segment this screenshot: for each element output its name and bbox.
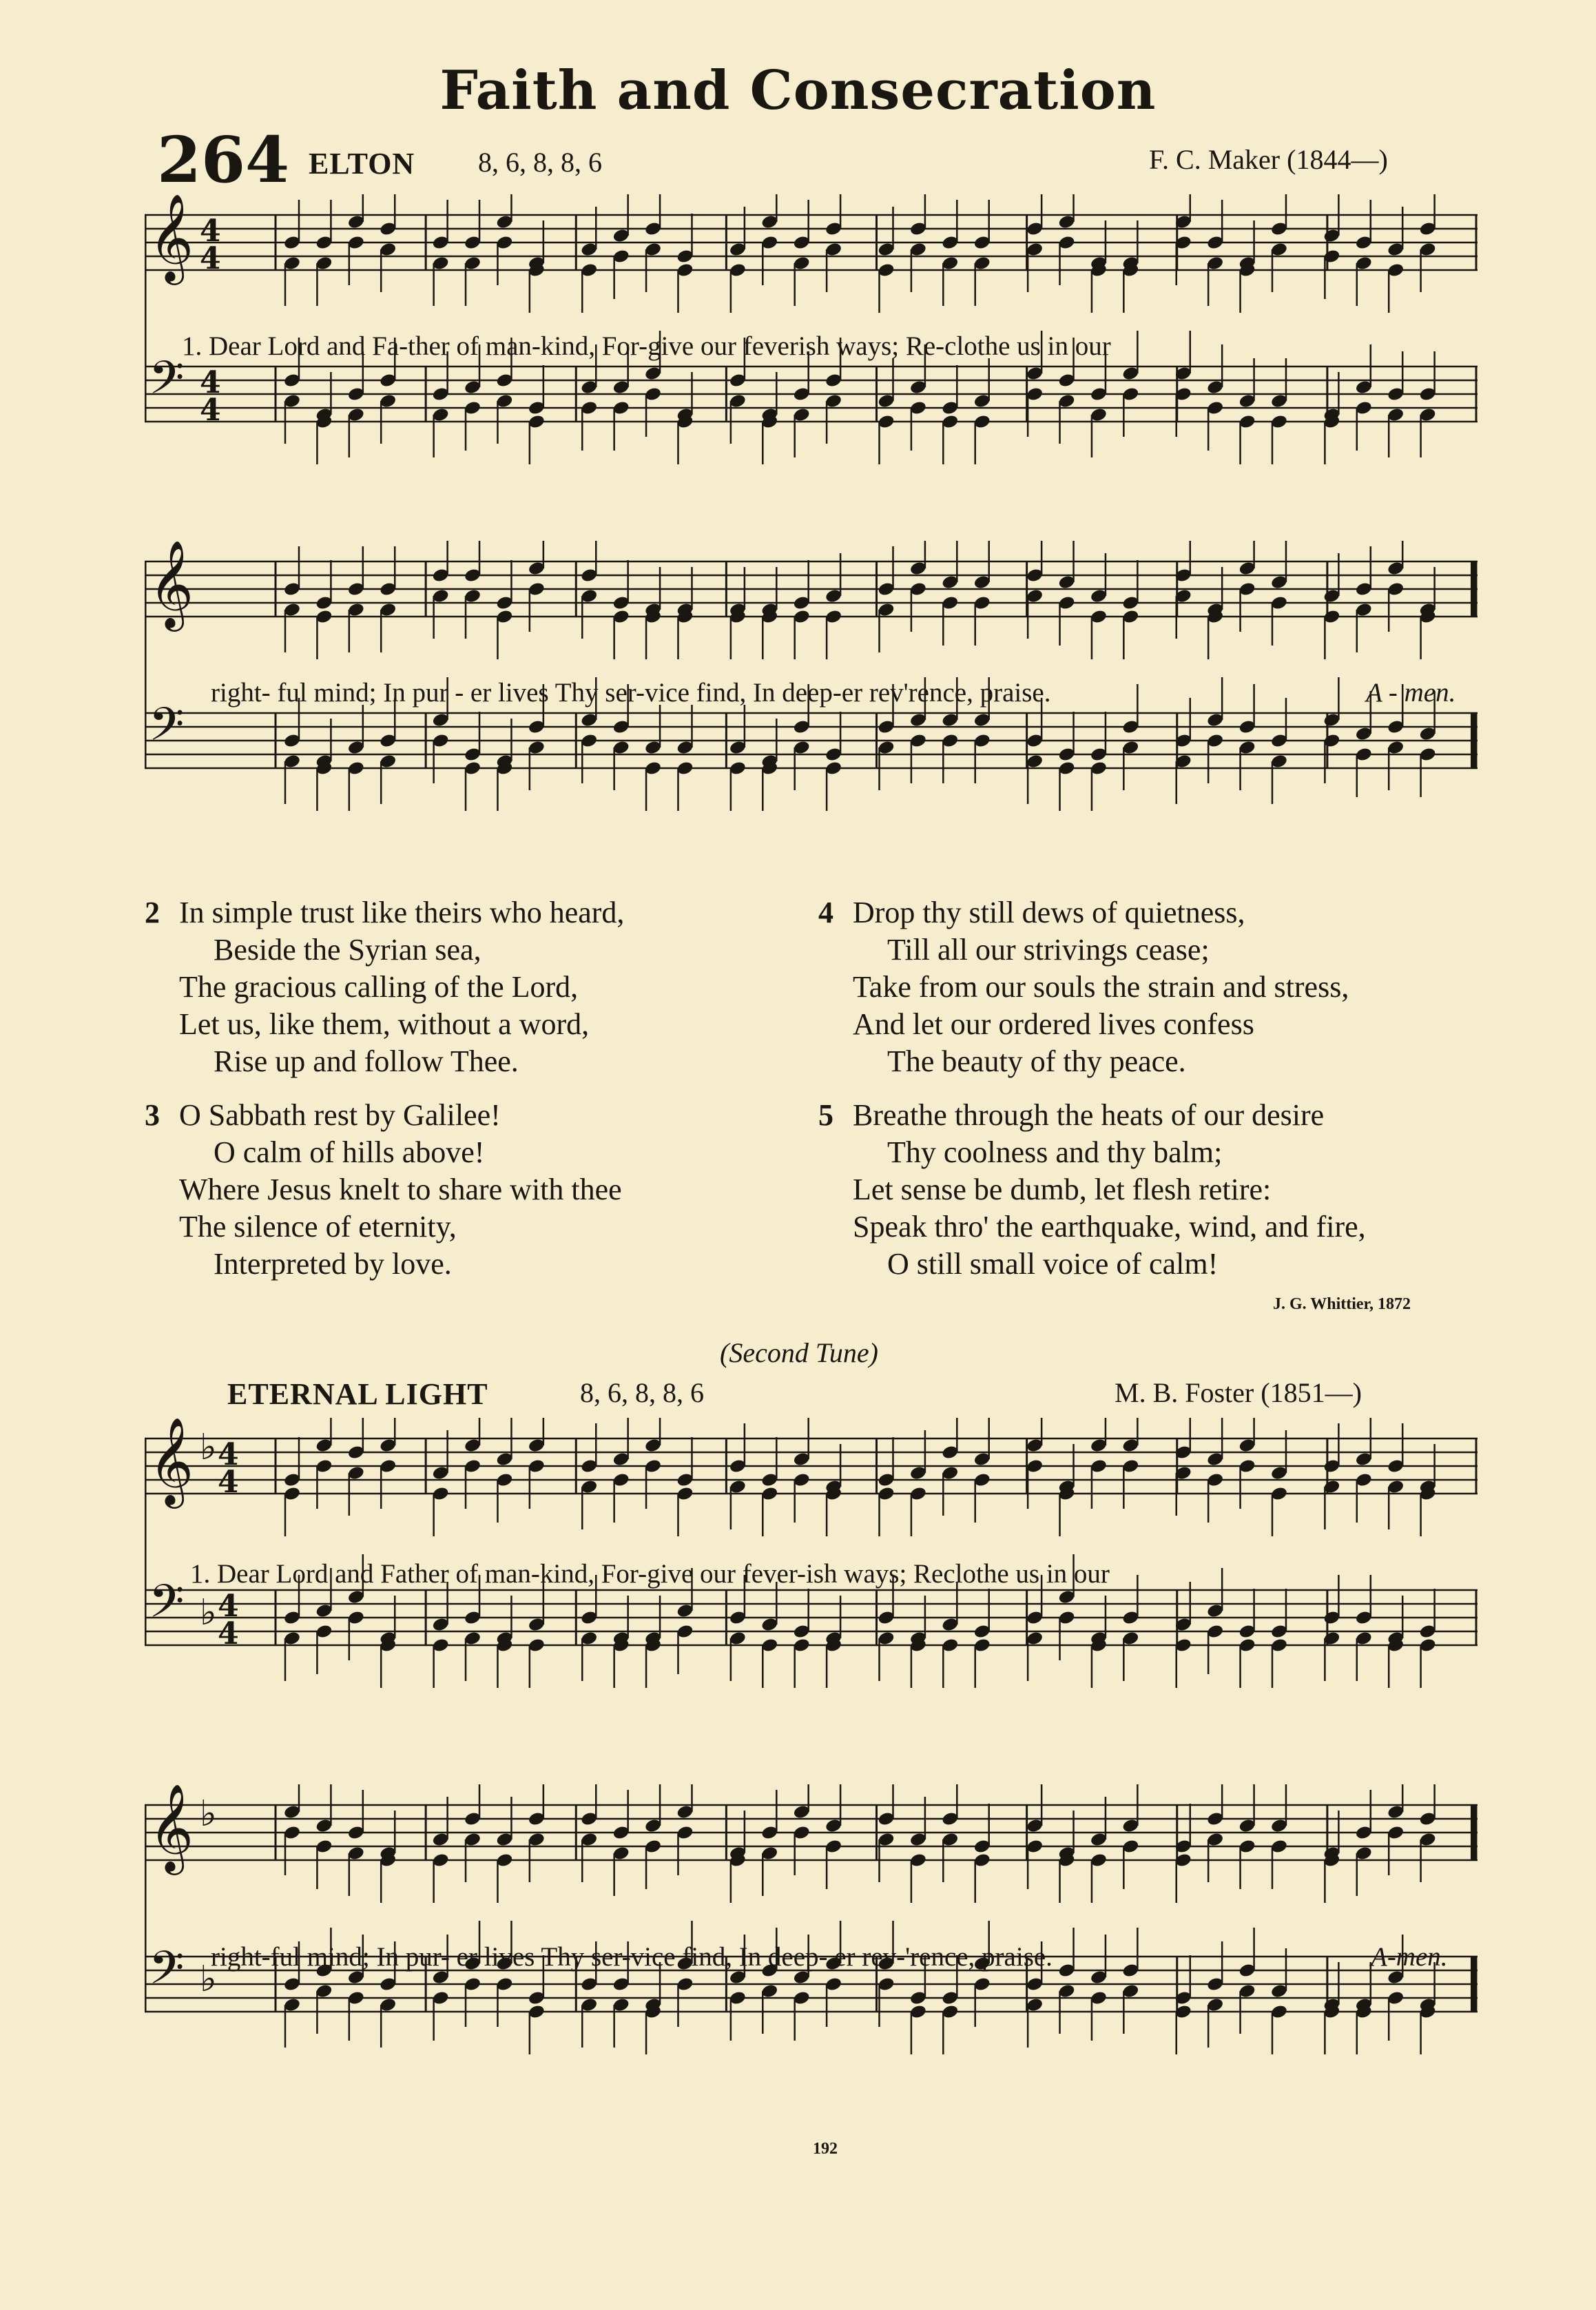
- final-bar-line: [1471, 713, 1476, 768]
- verse-number: 4: [818, 896, 833, 929]
- treble-clef: 𝄞: [149, 194, 194, 281]
- amen-text: A - men.: [1366, 678, 1456, 708]
- time-signature: 4: [200, 214, 221, 249]
- verse-line: Speak thro' the earthquake, wind, and fire,: [853, 1210, 1366, 1244]
- verse-line: Beside the Syrian sea,: [214, 933, 481, 967]
- verse-line: O calm of hills above!: [214, 1135, 485, 1169]
- time-signature: 4: [218, 1589, 239, 1624]
- verse-line: O Sabbath rest by Galilee!: [179, 1098, 501, 1132]
- tune-name-1: ELTON: [309, 147, 415, 181]
- bass-clef: 𝄢: [149, 698, 185, 762]
- verse-line: Thy coolness and thy balm;: [887, 1135, 1223, 1169]
- verse-number: 2: [145, 896, 160, 929]
- section-title: Faith and Consecration: [439, 59, 1157, 122]
- bass-clef: 𝄢: [149, 351, 185, 415]
- verse-number: 5: [818, 1098, 833, 1132]
- treble-clef: 𝄞: [149, 541, 194, 628]
- verse-line: Breathe through the heats of our desire: [853, 1098, 1325, 1132]
- verse-line: Interpreted by love.: [214, 1247, 452, 1281]
- verse-number: 3: [145, 1098, 160, 1132]
- key-flat: ♭: [200, 1959, 217, 2000]
- verse: [145, 1097, 624, 1283]
- time-signature: 4: [200, 241, 221, 276]
- tune-meter-2: 8, 6, 8, 8, 6: [580, 1377, 704, 1408]
- verse-line: O still small voice of calm!: [887, 1247, 1219, 1281]
- lyrics-line-3: 1. Dear Lord and Father of man-kind, For-give our fever-ish ways; Reclothe us in our: [190, 1559, 1110, 1589]
- verse-line: Take from our souls the strain and stress,: [853, 970, 1349, 1004]
- verse-line: The gracious calling of the Lord,: [179, 970, 579, 1004]
- final-bar-line: [1471, 1805, 1476, 1860]
- key-flat: ♭: [200, 1793, 217, 1835]
- final-bar-line: [1471, 561, 1476, 617]
- verse-column-right: [818, 894, 1366, 1299]
- amen-text-2: A-men.: [1371, 1942, 1448, 1972]
- time-signature: 4: [218, 1437, 239, 1472]
- bass-clef: 𝄢: [149, 1941, 185, 2005]
- music-system-2: [145, 541, 1478, 851]
- time-signature: 4: [218, 1465, 239, 1500]
- lyrics-line-1: 1. Dear Lord and Fa-ther of man-kind, For-give our feverish ways; Re-clothe us in our: [182, 331, 1111, 361]
- hymn-author: J. G. Whittier, 1872: [1273, 1295, 1411, 1313]
- verse-line: The silence of eternity,: [179, 1210, 457, 1244]
- verse-line: In simple trust like theirs who heard,: [179, 896, 625, 929]
- key-flat: ♭: [200, 1592, 217, 1633]
- verse-line: Drop thy still dews of quietness,: [853, 896, 1245, 929]
- verse-line: And let our ordered lives confess: [853, 1007, 1254, 1041]
- time-signature: 4: [200, 365, 221, 400]
- tune-name-2: ETERNAL LIGHT: [227, 1377, 488, 1411]
- verse-line: Let us, like them, without a word,: [179, 1007, 590, 1041]
- verse-line: Till all our strivings cease;: [887, 933, 1210, 967]
- key-flat: ♭: [200, 1427, 217, 1468]
- treble-clef: 𝄞: [149, 1784, 194, 1871]
- final-bar-line: [1471, 1957, 1476, 2012]
- verse-line: Where Jesus knelt to share with thee: [179, 1173, 622, 1206]
- music-system-3: [145, 1418, 1478, 1755]
- lyrics-line-4: right-ful mind; In pur- er lives Thy ser-vice find, In deep- er rev-'rence, praise.: [211, 1942, 1053, 1972]
- hymn-number: 264: [157, 123, 290, 197]
- verse-line: Let sense be dumb, let flesh retire:: [853, 1173, 1272, 1206]
- verse-line: The beauty of thy peace.: [887, 1044, 1186, 1078]
- lyrics-line-2: right- ful mind; In pur - er lives Thy ser-vice find, In deep-er rev'rence, praise.: [211, 678, 1051, 708]
- tune-meter-1: 8, 6, 8, 8, 6: [478, 147, 602, 178]
- tune-composer-2: M. B. Foster (1851—): [1115, 1377, 1362, 1408]
- verse-column-left: [145, 894, 624, 1299]
- bass-clef: 𝄢: [149, 1575, 185, 1639]
- time-signature: 4: [218, 1616, 239, 1651]
- verse-line: Rise up and follow Thee.: [214, 1044, 519, 1078]
- tune-composer-1: F. C. Maker (1844—): [1149, 144, 1388, 175]
- verse: [818, 894, 1366, 1080]
- treble-clef: 𝄞: [149, 1418, 194, 1505]
- verse: [145, 894, 624, 1080]
- time-signature: 4: [200, 393, 221, 428]
- second-tune-label: (Second Tune): [720, 1337, 878, 1368]
- music-system-1: [145, 194, 1478, 491]
- music-system-4: [145, 1784, 1478, 2129]
- verse: [818, 1097, 1366, 1283]
- page-number: 192: [813, 2140, 838, 2158]
